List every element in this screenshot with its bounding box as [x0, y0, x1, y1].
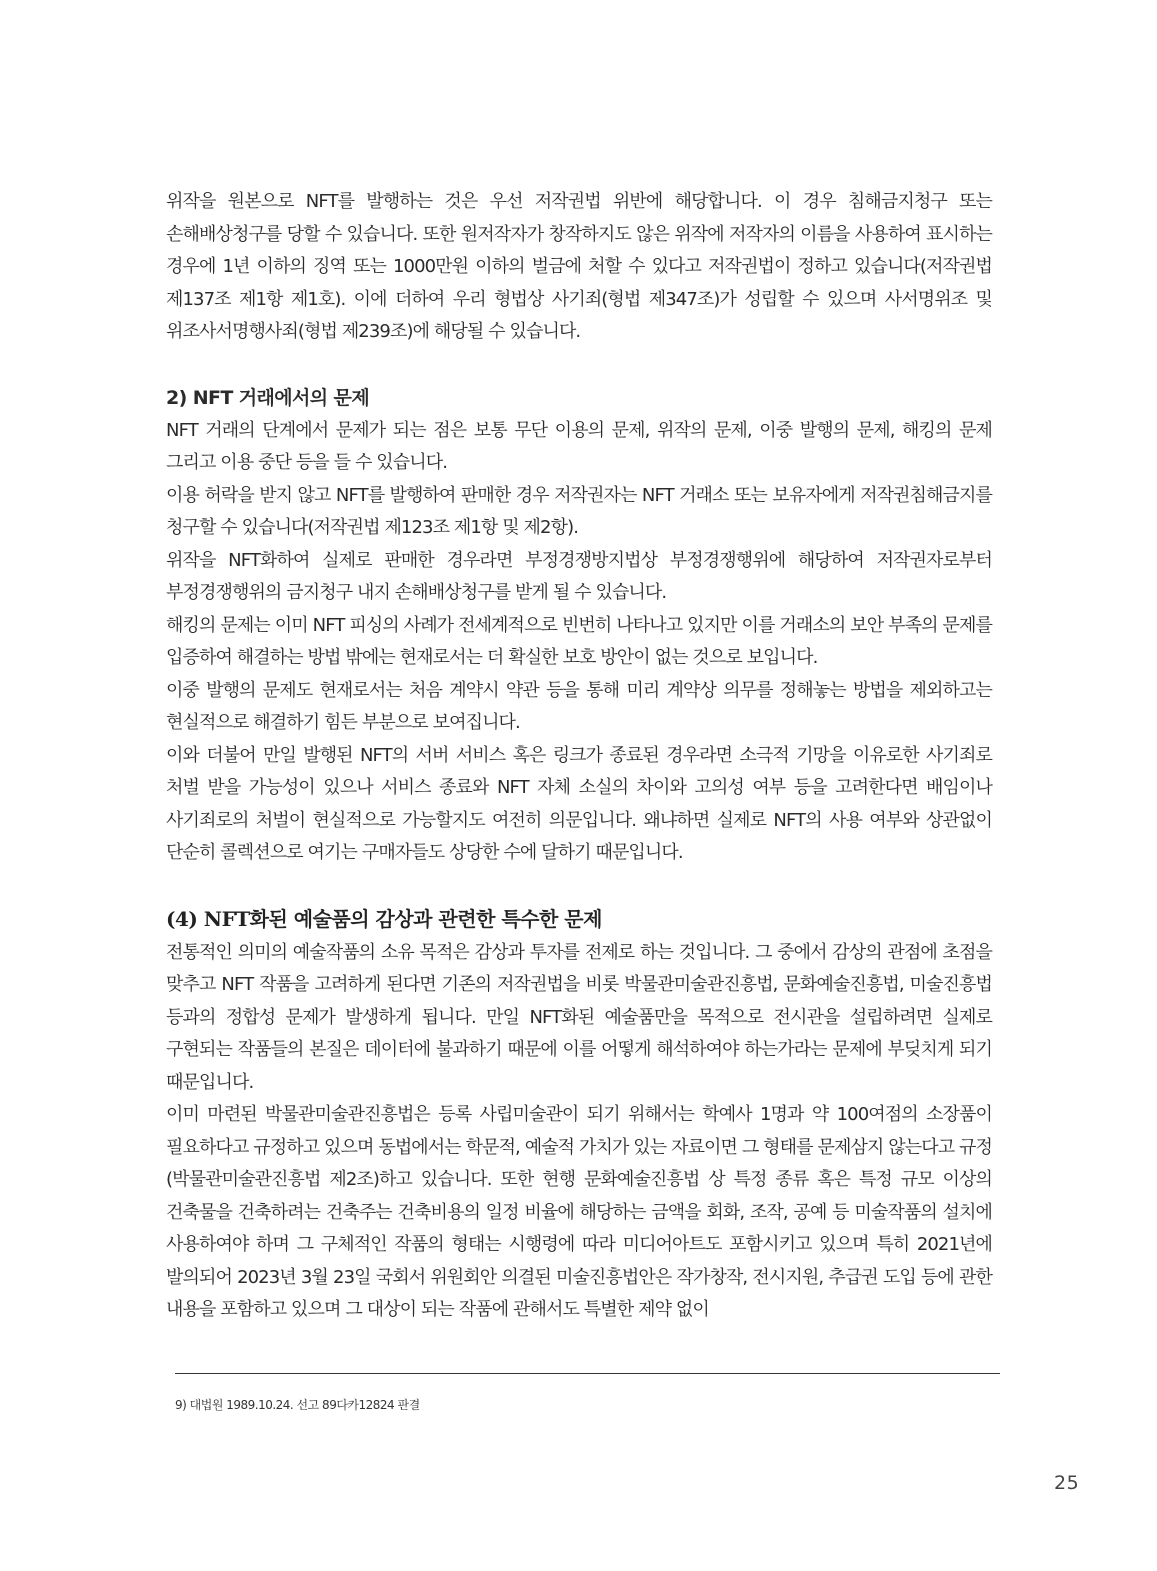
paragraph: 이와 더불어 만일 발행된 NFT의 서버 서비스 혹은 링크가 종료된 경우라면 소극적 기망을 이유로한 사기죄로 처벌 받을 가능성이 있으나 서비스 종료와 NFT 자체 소실의 차이와 고의성 여부 등을 고려한다면 배임이나 사기죄로의 처벌이 현실적으로 가능할지도 여전히 의문입니다. 왜냐하면 실제로 NFT의 사용 여부와 상관없이 단순히 콜렉션으로 여기는 구매자들도 상당한 수에 달하기 때문입니다.	[166, 744, 992, 863]
footnote: 9) 대법원 1989.10.24. 선고 89다카12824 판결	[175, 1398, 420, 1412]
section-heading-nft-trading: 2) NFT 거래에서의 문제	[166, 386, 370, 409]
page-number: 25	[1054, 1472, 1080, 1494]
section-heading-art-appreciation: (4) NFT화된 예술품의 감상과 관련한 특수한 문제	[166, 906, 602, 931]
paragraph: 이용 허락을 받지 않고 NFT를 발행하여 판매한 경우 저작권자는 NFT 거래소 또는 보유자에게 저작권침해금지를 청구할 수 있습니다(저작권법 제123조 제1항 및 제2항).	[166, 484, 992, 538]
footnote-divider	[175, 1373, 1000, 1374]
intro-paragraph: 위작을 원본으로 NFT를 발행하는 것은 우선 저작권법 위반에 해당합니다. 이 경우 침해금지청구 또는 손해배상청구를 당할 수 있습니다. 또한 원저작자가 창작하지도 않은 위작에 저작자의 이름을 사용하여 표시하는 경우에 1년 이하의 징역 또는 1000만원 이하의 벌금에 처할 수 있다고 저작권법이 정하고 있습니다(저작권법 제137조 제1항 제1호). 이에 더하여 우리 형법상 사기죄(형법 제347조)가 성립할 수 있으며 사서명위조 및 위조사서명행사죄(형법 제239조)에 해당될 수 있습니다.	[166, 191, 992, 342]
paragraph: 해킹의 문제는 이미 NFT 피싱의 사례가 전세계적으로 빈번히 나타나고 있지만 이를 거래소의 보안 부족의 문제를 입증하여 해결하는 방법 밖에는 현재로서는 더 확실한 보호 방안이 없는 것으로 보입니다.	[166, 614, 992, 668]
paragraph: 위작을 NFT화하여 실제로 판매한 경우라면 부정경쟁방지법상 부정경쟁행위에 해당하여 저작권자로부터 부정경쟁행위의 금지청구 내지 손해배상청구를 받게 될 수 있습니다.	[166, 549, 992, 603]
paragraph: 이중 발행의 문제도 현재로서는 처음 계약시 약관 등을 통해 미리 계약상 의무를 정해놓는 방법을 제외하고는 현실적으로 해결하기 힘든 부분으로 보여집니다.	[166, 679, 992, 733]
paragraph: NFT 거래의 단계에서 문제가 되는 점은 보통 무단 이용의 문제, 위작의 문제, 이중 발행의 문제, 해킹의 문제 그리고 이용 중단 등을 들 수 있습니다.	[166, 419, 992, 473]
paragraph: 전통적인 의미의 예술작품의 소유 목적은 감상과 투자를 전제로 하는 것입니다. 그 중에서 감상의 관점에 초점을 맞추고 NFT 작품을 고려하게 된다면 기존의 저작권법을 비롯 박물관미술관진흥법, 문화예술진흥법, 미술진흥법 등과의 정합성 문제가 발생하게 됩니다. 만일 NFT화된 예술품만을 목적으로 전시관을 설립하려면 실제로 구현되는 작품들의 본질은 데이터에 불과하기 때문에 이를 어떻게 해석하여야 하는가라는 문제에 부딪치게 되기 때문입니다.	[166, 941, 992, 1093]
paragraph: 이미 마련된 박물관미술관진흥법은 등록 사립미술관이 되기 위해서는 학예사 1명과 약 100여점의 소장품이 필요하다고 규정하고 있으며 동법에서는 학문적, 예술적 가치가 있는 자료이면 그 형태를 문제삼지 않는다고 규정(박물관미술관진흥법 제2조)하고 있습니다. 또한 현행 문화예술진흥법 상 특정 종류 혹은 특정 규모 이상의 건축물을 건축하려는 건축주는 건축비용의 일정 비율에 해당하는 금액을 회화, 조작, 공예 등 미술작품의 설치에 사용하여야 하며 그 구체적인 작품의 형태는 시행령에 따라 미디어아트도 포함시키고 있으며 특히 2021년에 발의되어 2023년 3월 23일 국회서 위원회안 의결된 미술진흥법안은 작가창작, 전시지원, 추급권 도입 등에 관한 내용을 포함하고 있으며 그 대상이 되는 작품에 관해서도 특별한 제약 없이	[166, 1104, 992, 1320]
page-body	[166, 186, 992, 1327]
